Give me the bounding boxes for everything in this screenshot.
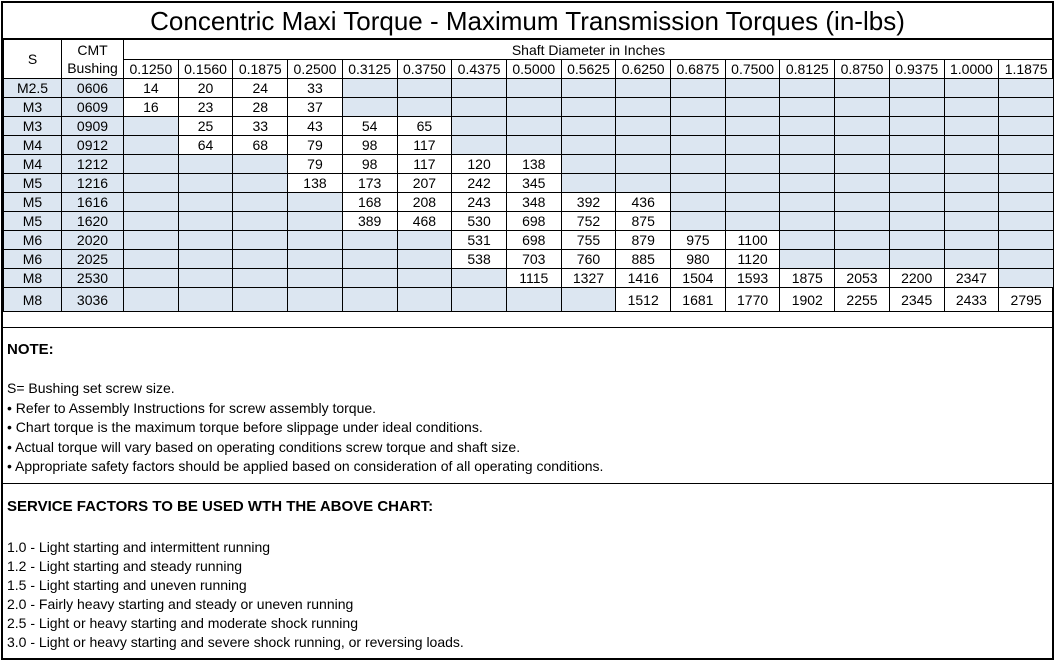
- empty-torque-cell: [288, 250, 343, 269]
- empty-torque-cell: [835, 250, 890, 269]
- empty-torque-cell: [944, 231, 999, 250]
- diameter-header-cell: 0.9375: [889, 60, 944, 79]
- note-line: S= Bushing set screw size.: [7, 380, 175, 396]
- set-screw-cell: M4: [4, 155, 62, 174]
- bushing-cell: 1616: [62, 193, 124, 212]
- set-screw-cell: M8: [4, 269, 62, 288]
- torque-cell: 1875: [780, 269, 835, 288]
- diameter-header-row: [4, 60, 1054, 79]
- empty-torque-cell: [178, 174, 233, 193]
- empty-torque-cell: [452, 269, 507, 288]
- torque-cell: 698: [506, 212, 561, 231]
- torque-cell: 703: [506, 250, 561, 269]
- torque-cell: 698: [506, 231, 561, 250]
- empty-torque-cell: [233, 231, 288, 250]
- set-screw-cell: M3: [4, 117, 62, 136]
- note-lines: [7, 379, 603, 477]
- empty-torque-cell: [999, 269, 1054, 288]
- empty-torque-cell: [780, 231, 835, 250]
- empty-torque-cell: [397, 231, 452, 250]
- diameter-header-cell: 0.5000: [506, 60, 561, 79]
- empty-torque-cell: [780, 79, 835, 98]
- set-screw-cell: M4: [4, 136, 62, 155]
- empty-torque-cell: [999, 212, 1054, 231]
- bushing-cell: 0606: [62, 79, 124, 98]
- note-line: • Chart torque is the maximum torque before slippage under ideal conditions.: [7, 419, 483, 435]
- diameter-header-cell: 0.3750: [397, 60, 452, 79]
- empty-torque-cell: [616, 79, 671, 98]
- empty-torque-cell: [233, 193, 288, 212]
- empty-torque-cell: [725, 98, 780, 117]
- table-row: [4, 117, 1054, 136]
- service-factor-line: 1.0 - Light starting and intermittent running: [7, 539, 271, 555]
- diameter-header-cell: 0.1560: [178, 60, 233, 79]
- empty-torque-cell: [342, 231, 397, 250]
- empty-torque-cell: [506, 117, 561, 136]
- torque-cell: 16: [124, 98, 179, 117]
- note-line: • Actual torque will vary based on operating conditions screw torque and shaft size.: [7, 438, 521, 455]
- torque-cell: 2200: [889, 269, 944, 288]
- empty-torque-cell: [233, 212, 288, 231]
- empty-torque-cell: [725, 155, 780, 174]
- torque-cell: 1681: [671, 288, 726, 312]
- torque-cell: 243: [452, 193, 507, 212]
- empty-torque-cell: [124, 155, 179, 174]
- table-row: [4, 250, 1054, 269]
- empty-torque-cell: [561, 155, 616, 174]
- empty-torque-cell: [288, 288, 343, 312]
- note-line: • Refer to Assembly Instructions for screw assembly torque.: [7, 399, 377, 416]
- diameter-header-cell: 0.3125: [342, 60, 397, 79]
- torque-cell: 975: [671, 231, 726, 250]
- torque-cell: 2347: [944, 269, 999, 288]
- table-row: [4, 155, 1054, 174]
- empty-torque-cell: [616, 155, 671, 174]
- service-factor-line: 3.0 - Light or heavy starting and severe shock running, or reversing loads.: [7, 634, 464, 650]
- empty-torque-cell: [889, 212, 944, 231]
- empty-torque-cell: [178, 288, 233, 312]
- torque-cell: 117: [397, 136, 452, 155]
- empty-torque-cell: [124, 193, 179, 212]
- empty-torque-cell: [124, 136, 179, 155]
- torque-cell: 25: [178, 117, 233, 136]
- table-row: [4, 79, 1054, 98]
- empty-torque-cell: [944, 174, 999, 193]
- empty-torque-cell: [452, 117, 507, 136]
- bushing-cell: 2020: [62, 231, 124, 250]
- empty-torque-cell: [452, 79, 507, 98]
- service-factor-line: 1.5 - Light starting and uneven running: [7, 577, 247, 593]
- torque-cell: 33: [288, 79, 343, 98]
- empty-torque-cell: [725, 212, 780, 231]
- torque-cell: 345: [506, 174, 561, 193]
- empty-torque-cell: [889, 155, 944, 174]
- empty-torque-cell: [342, 79, 397, 98]
- torque-cell: 168: [342, 193, 397, 212]
- empty-torque-cell: [342, 98, 397, 117]
- table-row: [4, 174, 1054, 193]
- empty-torque-cell: [178, 212, 233, 231]
- empty-torque-cell: [671, 136, 726, 155]
- empty-torque-cell: [506, 136, 561, 155]
- diameter-header-cell: 0.6875: [671, 60, 726, 79]
- torque-cell: 79: [288, 155, 343, 174]
- bushing-cell: 3036: [62, 288, 124, 312]
- set-screw-cell: M5: [4, 174, 62, 193]
- table-row: [4, 212, 1054, 231]
- empty-torque-cell: [452, 98, 507, 117]
- empty-torque-cell: [999, 193, 1054, 212]
- header-row: [4, 40, 1054, 60]
- empty-torque-cell: [178, 231, 233, 250]
- empty-torque-cell: [725, 117, 780, 136]
- torque-cell: 98: [342, 155, 397, 174]
- torque-cell: 37: [288, 98, 343, 117]
- empty-torque-cell: [233, 269, 288, 288]
- torque-cell: 117: [397, 155, 452, 174]
- empty-torque-cell: [944, 193, 999, 212]
- torque-table: [3, 39, 1054, 312]
- empty-torque-cell: [671, 117, 726, 136]
- empty-torque-cell: [725, 193, 780, 212]
- empty-torque-cell: [889, 193, 944, 212]
- torque-cell: 875: [616, 212, 671, 231]
- bushing-cell: 2025: [62, 250, 124, 269]
- empty-torque-cell: [835, 79, 890, 98]
- torque-cell: 173: [342, 174, 397, 193]
- diameter-header-cell: 0.1250: [124, 60, 179, 79]
- torque-cell: 1115: [506, 269, 561, 288]
- torque-cell: 980: [671, 250, 726, 269]
- empty-torque-cell: [889, 250, 944, 269]
- empty-torque-cell: [889, 117, 944, 136]
- empty-torque-cell: [944, 155, 999, 174]
- empty-torque-cell: [835, 98, 890, 117]
- empty-torque-cell: [999, 231, 1054, 250]
- torque-cell: 1327: [561, 269, 616, 288]
- bushing-cell: 2530: [62, 269, 124, 288]
- empty-torque-cell: [506, 98, 561, 117]
- empty-torque-cell: [124, 174, 179, 193]
- empty-torque-cell: [889, 98, 944, 117]
- empty-torque-cell: [780, 250, 835, 269]
- empty-torque-cell: [561, 98, 616, 117]
- torque-cell: 23: [178, 98, 233, 117]
- empty-torque-cell: [835, 136, 890, 155]
- empty-torque-cell: [944, 250, 999, 269]
- diameter-header-cell: 0.7500: [725, 60, 780, 79]
- torque-cell: 1593: [725, 269, 780, 288]
- diameter-header-cell: 1.0000: [944, 60, 999, 79]
- empty-torque-cell: [835, 117, 890, 136]
- empty-torque-cell: [725, 136, 780, 155]
- note-heading: NOTE:: [7, 341, 54, 358]
- empty-torque-cell: [178, 269, 233, 288]
- torque-cell: 138: [506, 155, 561, 174]
- torque-cell: 389: [342, 212, 397, 231]
- torque-cell: 2795: [999, 288, 1054, 312]
- empty-torque-cell: [944, 212, 999, 231]
- empty-torque-cell: [124, 212, 179, 231]
- empty-torque-cell: [780, 136, 835, 155]
- torque-cell: 33: [233, 117, 288, 136]
- s-header: S: [4, 40, 62, 79]
- empty-torque-cell: [397, 288, 452, 312]
- torque-cell: 2053: [835, 269, 890, 288]
- service-factor-line: 2.5 - Light or heavy starting and moderate shock running: [7, 615, 358, 631]
- diameter-header-cell: 0.8750: [835, 60, 890, 79]
- empty-torque-cell: [288, 193, 343, 212]
- torque-cell: 879: [616, 231, 671, 250]
- empty-torque-cell: [233, 288, 288, 312]
- torque-cell: 54: [342, 117, 397, 136]
- empty-torque-cell: [616, 117, 671, 136]
- torque-cell: 64: [178, 136, 233, 155]
- empty-torque-cell: [233, 250, 288, 269]
- torque-cell: 138: [288, 174, 343, 193]
- empty-torque-cell: [561, 288, 616, 312]
- empty-torque-cell: [671, 155, 726, 174]
- torque-cell: 885: [616, 250, 671, 269]
- set-screw-cell: M6: [4, 250, 62, 269]
- empty-torque-cell: [999, 250, 1054, 269]
- empty-torque-cell: [342, 269, 397, 288]
- empty-torque-cell: [889, 231, 944, 250]
- torque-cell: 208: [397, 193, 452, 212]
- empty-torque-cell: [780, 117, 835, 136]
- cmt-bushing-header: [62, 40, 124, 79]
- empty-torque-cell: [944, 79, 999, 98]
- torque-cell: 14: [124, 79, 179, 98]
- diameter-header-cell: 0.1875: [233, 60, 288, 79]
- diameter-header-cell: 0.6250: [616, 60, 671, 79]
- empty-torque-cell: [780, 174, 835, 193]
- set-screw-cell: M8: [4, 288, 62, 312]
- service-factor-line: 1.2 - Light starting and steady running: [7, 558, 243, 574]
- empty-torque-cell: [944, 117, 999, 136]
- empty-torque-cell: [233, 155, 288, 174]
- empty-torque-cell: [397, 250, 452, 269]
- empty-torque-cell: [342, 250, 397, 269]
- empty-torque-cell: [616, 174, 671, 193]
- torque-cell: 98: [342, 136, 397, 155]
- torque-cell: 207: [397, 174, 452, 193]
- empty-torque-cell: [561, 79, 616, 98]
- empty-torque-cell: [835, 193, 890, 212]
- torque-cell: 120: [452, 155, 507, 174]
- torque-cell: 392: [561, 193, 616, 212]
- empty-torque-cell: [780, 98, 835, 117]
- set-screw-cell: M6: [4, 231, 62, 250]
- empty-torque-cell: [999, 155, 1054, 174]
- torque-cell: 1902: [780, 288, 835, 312]
- torque-cell: 531: [452, 231, 507, 250]
- bushing-cell: 0912: [62, 136, 124, 155]
- empty-torque-cell: [671, 98, 726, 117]
- service-heading: SERVICE FACTORS TO BE USED WTH THE ABOVE CHART:: [7, 498, 434, 515]
- torque-cell: 2433: [944, 288, 999, 312]
- torque-cell: 242: [452, 174, 507, 193]
- table-row: [4, 136, 1054, 155]
- empty-torque-cell: [999, 174, 1054, 193]
- torque-cell: 1120: [725, 250, 780, 269]
- empty-torque-cell: [288, 212, 343, 231]
- table-row: [4, 98, 1054, 117]
- empty-torque-cell: [671, 193, 726, 212]
- empty-torque-cell: [342, 288, 397, 312]
- bushing-cell: 1212: [62, 155, 124, 174]
- empty-torque-cell: [124, 269, 179, 288]
- empty-torque-cell: [124, 231, 179, 250]
- torque-cell: 1504: [671, 269, 726, 288]
- empty-torque-cell: [671, 212, 726, 231]
- empty-torque-cell: [671, 174, 726, 193]
- empty-torque-cell: [397, 79, 452, 98]
- torque-cell: 538: [452, 250, 507, 269]
- empty-torque-cell: [616, 98, 671, 117]
- set-screw-cell: M5: [4, 212, 62, 231]
- empty-torque-cell: [124, 288, 179, 312]
- table-row: [4, 193, 1054, 212]
- empty-torque-cell: [178, 193, 233, 212]
- empty-torque-cell: [288, 269, 343, 288]
- note-line: • Appropriate safety factors should be applied based on consideration of all operating conditions.: [7, 458, 604, 474]
- empty-torque-cell: [288, 231, 343, 250]
- page-title: Concentric Maxi Torque - Maximum Transmission Torques (in-lbs): [3, 3, 1052, 39]
- set-screw-cell: M3: [4, 98, 62, 117]
- torque-cell: 79: [288, 136, 343, 155]
- empty-torque-cell: [124, 250, 179, 269]
- torque-cell: 752: [561, 212, 616, 231]
- empty-torque-cell: [835, 212, 890, 231]
- empty-torque-cell: [506, 288, 561, 312]
- torque-cell: 68: [233, 136, 288, 155]
- empty-torque-cell: [671, 79, 726, 98]
- empty-torque-cell: [561, 174, 616, 193]
- empty-torque-cell: [725, 174, 780, 193]
- bushing-label: Bushing: [67, 60, 118, 76]
- empty-torque-cell: [124, 117, 179, 136]
- torque-cell: 20: [178, 79, 233, 98]
- empty-torque-cell: [178, 155, 233, 174]
- empty-torque-cell: [835, 155, 890, 174]
- torque-cell: 1512: [616, 288, 671, 312]
- empty-torque-cell: [944, 136, 999, 155]
- shaft-diameter-header: Shaft Diameter in Inches: [124, 40, 1054, 60]
- notes-section: [3, 327, 1052, 484]
- table-row: [4, 269, 1054, 288]
- empty-torque-cell: [397, 269, 452, 288]
- table-row: [4, 288, 1054, 312]
- diameter-header-cell: 0.8125: [780, 60, 835, 79]
- empty-torque-cell: [452, 288, 507, 312]
- torque-cell: 24: [233, 79, 288, 98]
- service-factors-section: [3, 483, 1052, 659]
- bushing-cell: 1216: [62, 174, 124, 193]
- empty-torque-cell: [452, 136, 507, 155]
- torque-cell: 760: [561, 250, 616, 269]
- torque-cell: 1100: [725, 231, 780, 250]
- bushing-cell: 1620: [62, 212, 124, 231]
- empty-torque-cell: [780, 212, 835, 231]
- set-screw-cell: M2.5: [4, 79, 62, 98]
- empty-torque-cell: [233, 174, 288, 193]
- diameter-header-cell: 0.4375: [452, 60, 507, 79]
- torque-cell: 436: [616, 193, 671, 212]
- diameter-header-cell: 0.2500: [288, 60, 343, 79]
- torque-cell: 2345: [889, 288, 944, 312]
- torque-cell: 2255: [835, 288, 890, 312]
- empty-torque-cell: [999, 98, 1054, 117]
- empty-torque-cell: [780, 193, 835, 212]
- torque-cell: 468: [397, 212, 452, 231]
- empty-torque-cell: [506, 79, 561, 98]
- empty-torque-cell: [999, 136, 1054, 155]
- torque-cell: 1416: [616, 269, 671, 288]
- torque-sheet: [1, 1, 1054, 660]
- empty-torque-cell: [561, 136, 616, 155]
- empty-torque-cell: [780, 155, 835, 174]
- empty-torque-cell: [178, 250, 233, 269]
- torque-cell: 348: [506, 193, 561, 212]
- bushing-cell: 0909: [62, 117, 124, 136]
- empty-torque-cell: [835, 174, 890, 193]
- empty-torque-cell: [616, 136, 671, 155]
- empty-torque-cell: [944, 98, 999, 117]
- service-lines: [7, 538, 464, 652]
- torque-cell: 65: [397, 117, 452, 136]
- empty-torque-cell: [889, 79, 944, 98]
- torque-cell: 755: [561, 231, 616, 250]
- empty-torque-cell: [889, 174, 944, 193]
- torque-cell: 1770: [725, 288, 780, 312]
- empty-torque-cell: [835, 231, 890, 250]
- torque-cell: 43: [288, 117, 343, 136]
- torque-cell: 28: [233, 98, 288, 117]
- torque-cell: 530: [452, 212, 507, 231]
- diameter-header-cell: 1.1875: [999, 60, 1054, 79]
- set-screw-cell: M5: [4, 193, 62, 212]
- empty-torque-cell: [397, 98, 452, 117]
- empty-torque-cell: [999, 117, 1054, 136]
- empty-torque-cell: [725, 79, 780, 98]
- cmt-label: CMT: [77, 42, 108, 58]
- empty-torque-cell: [999, 79, 1054, 98]
- empty-torque-cell: [889, 136, 944, 155]
- diameter-header-cell: 0.5625: [561, 60, 616, 79]
- empty-torque-cell: [561, 117, 616, 136]
- bushing-cell: 0609: [62, 98, 124, 117]
- service-factor-line: 2.0 - Fairly heavy starting and steady or uneven running: [7, 596, 354, 612]
- table-row: [4, 231, 1054, 250]
